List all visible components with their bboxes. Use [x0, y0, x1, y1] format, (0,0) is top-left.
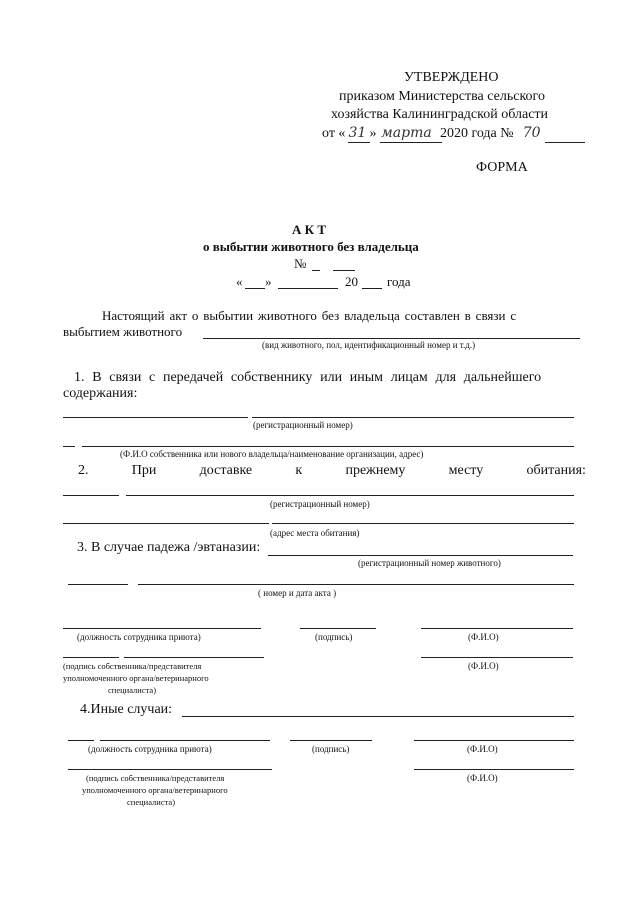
section4-owner-caption-1: (подпись собственника/представителя [86, 773, 225, 783]
section3-label: 3. В случае падежа /эвтаназии: [77, 540, 261, 555]
approval-line1: приказом Министерства сельского [339, 89, 545, 104]
section3-caption-signature: (подпись) [315, 632, 353, 642]
section3-signature-blank [300, 628, 376, 629]
section4-owner-fio-blank [414, 769, 574, 770]
act-subtitle: о выбытии животного без владельца [203, 239, 419, 254]
act-year-prefix: 20 [345, 274, 358, 289]
section3-fio-blank [421, 628, 573, 629]
section1-reg-blank-b [252, 417, 574, 418]
approval-month-handwritten: марта [381, 125, 432, 141]
approval-number-handwritten: 70 [522, 125, 541, 141]
section4-caption-signature: (подпись) [312, 744, 350, 754]
intro-caption: (вид животного, пол, идентификационный номер и т.д.) [262, 340, 476, 350]
section4-owner-sign-blank [68, 769, 272, 770]
section3-caption-position: (должность сотрудника приюта) [77, 632, 201, 642]
section3-owner-sign-blank-b [124, 657, 264, 658]
section3-owner-caption-2: уполномоченного органа/ветеринарного [63, 673, 209, 683]
section2-reg-blank-a [63, 495, 119, 496]
approval-day-close: » [369, 126, 377, 141]
section4-blank [182, 716, 574, 717]
approval-year-text: 2020 года № [439, 126, 514, 141]
section3-caption-reg: (регистрационный номер животного) [358, 558, 501, 568]
approval-month-underline [380, 142, 442, 143]
section2-caption-addr: (адрес места обитания) [270, 528, 360, 538]
act-title: А К Т [292, 222, 326, 237]
section3-owner-caption-fio: (Ф.И.О) [468, 661, 499, 671]
section3-act-blank-b [138, 584, 574, 585]
intro-animal-blank [203, 338, 580, 339]
section4-caption-position: (должность сотрудника приюта) [88, 744, 212, 754]
act-date-month-blank [278, 288, 338, 289]
section1-caption-reg: (регистрационный номер) [253, 420, 353, 430]
section3-position-blank [63, 628, 261, 629]
section2-word-5: прежнему [345, 463, 406, 478]
section1-owner-blank-b [82, 446, 574, 447]
section1-owner-blank-a [63, 446, 75, 447]
section3-caption-act: ( номер и дата акта ) [258, 588, 337, 598]
section4-signature-blank [290, 740, 372, 741]
section4-fio-blank [414, 740, 574, 741]
approval-number-underline [545, 142, 585, 143]
section2-word-2: При [131, 463, 157, 478]
act-number-line [294, 256, 306, 272]
section2-word-7: обитания: [526, 463, 586, 478]
section4-owner-caption-fio: (Ф.И.О) [467, 773, 498, 783]
section1-line2: содержания: [63, 386, 138, 401]
intro-line1: Настоящий акт о выбытии животного без владельца составлен в связи с [102, 308, 517, 323]
section2-word-1: 2. [78, 463, 89, 478]
section3-owner-fio-blank [421, 657, 573, 658]
section4-label: 4.Иные случаи: [80, 702, 173, 717]
act-number-blank-2 [333, 270, 355, 271]
section3-owner-caption-3: специалиста) [108, 685, 157, 695]
form-label: ФОРМА [476, 160, 528, 175]
act-year-suffix: года [387, 274, 411, 289]
section4-position-blank-a [68, 740, 94, 741]
approval-from: от « [322, 126, 346, 141]
section4-position-blank-b [100, 740, 270, 741]
act-year-blank [362, 288, 382, 289]
approval-day-underline [348, 142, 370, 143]
act-number-label: № [294, 256, 307, 271]
act-date-close: » [265, 274, 272, 289]
section2-word-3: доставке [199, 463, 253, 478]
section4-caption-fio: (Ф.И.О) [467, 744, 498, 754]
act-date-day-blank [245, 288, 265, 289]
act-number-blank [312, 270, 320, 271]
approval-title: УТВЕРЖДЕНО [404, 70, 499, 85]
intro-line2: выбытием животного [63, 324, 183, 339]
section2-reg-blank-b [126, 495, 574, 496]
section2-addr-blank-a [63, 523, 269, 524]
approval-day-handwritten: 31 [348, 125, 367, 141]
act-date-open: « [236, 274, 243, 289]
section3-owner-caption-1: (подпись собственника/представителя [63, 661, 202, 671]
section3-act-blank-a [68, 584, 128, 585]
section3-reg-blank [268, 555, 573, 556]
section2-word-4: к [295, 463, 303, 478]
section2-addr-blank-b [272, 523, 574, 524]
approval-date-line [322, 125, 550, 142]
approval-line2: хозяйства Калининградской области [331, 107, 549, 122]
section2-line [78, 463, 586, 479]
section1-caption-owner: (Ф.И.О собственника или нового владельца/наименование организации, адрес) [120, 449, 424, 459]
section2-word-6: месту [448, 463, 484, 478]
section3-owner-sign-blank-a [63, 657, 119, 658]
section4-owner-caption-3: специалиста) [127, 797, 176, 807]
section2-caption-reg: (регистрационный номер) [270, 499, 370, 509]
section3-caption-fio: (Ф.И.О) [468, 632, 499, 642]
section1-line1: 1. В связи с передачей собственнику или иным лицам для дальнейшего [74, 370, 542, 385]
section4-owner-caption-2: уполномоченного органа/ветеринарного [82, 785, 228, 795]
section1-reg-blank-a [63, 417, 248, 418]
